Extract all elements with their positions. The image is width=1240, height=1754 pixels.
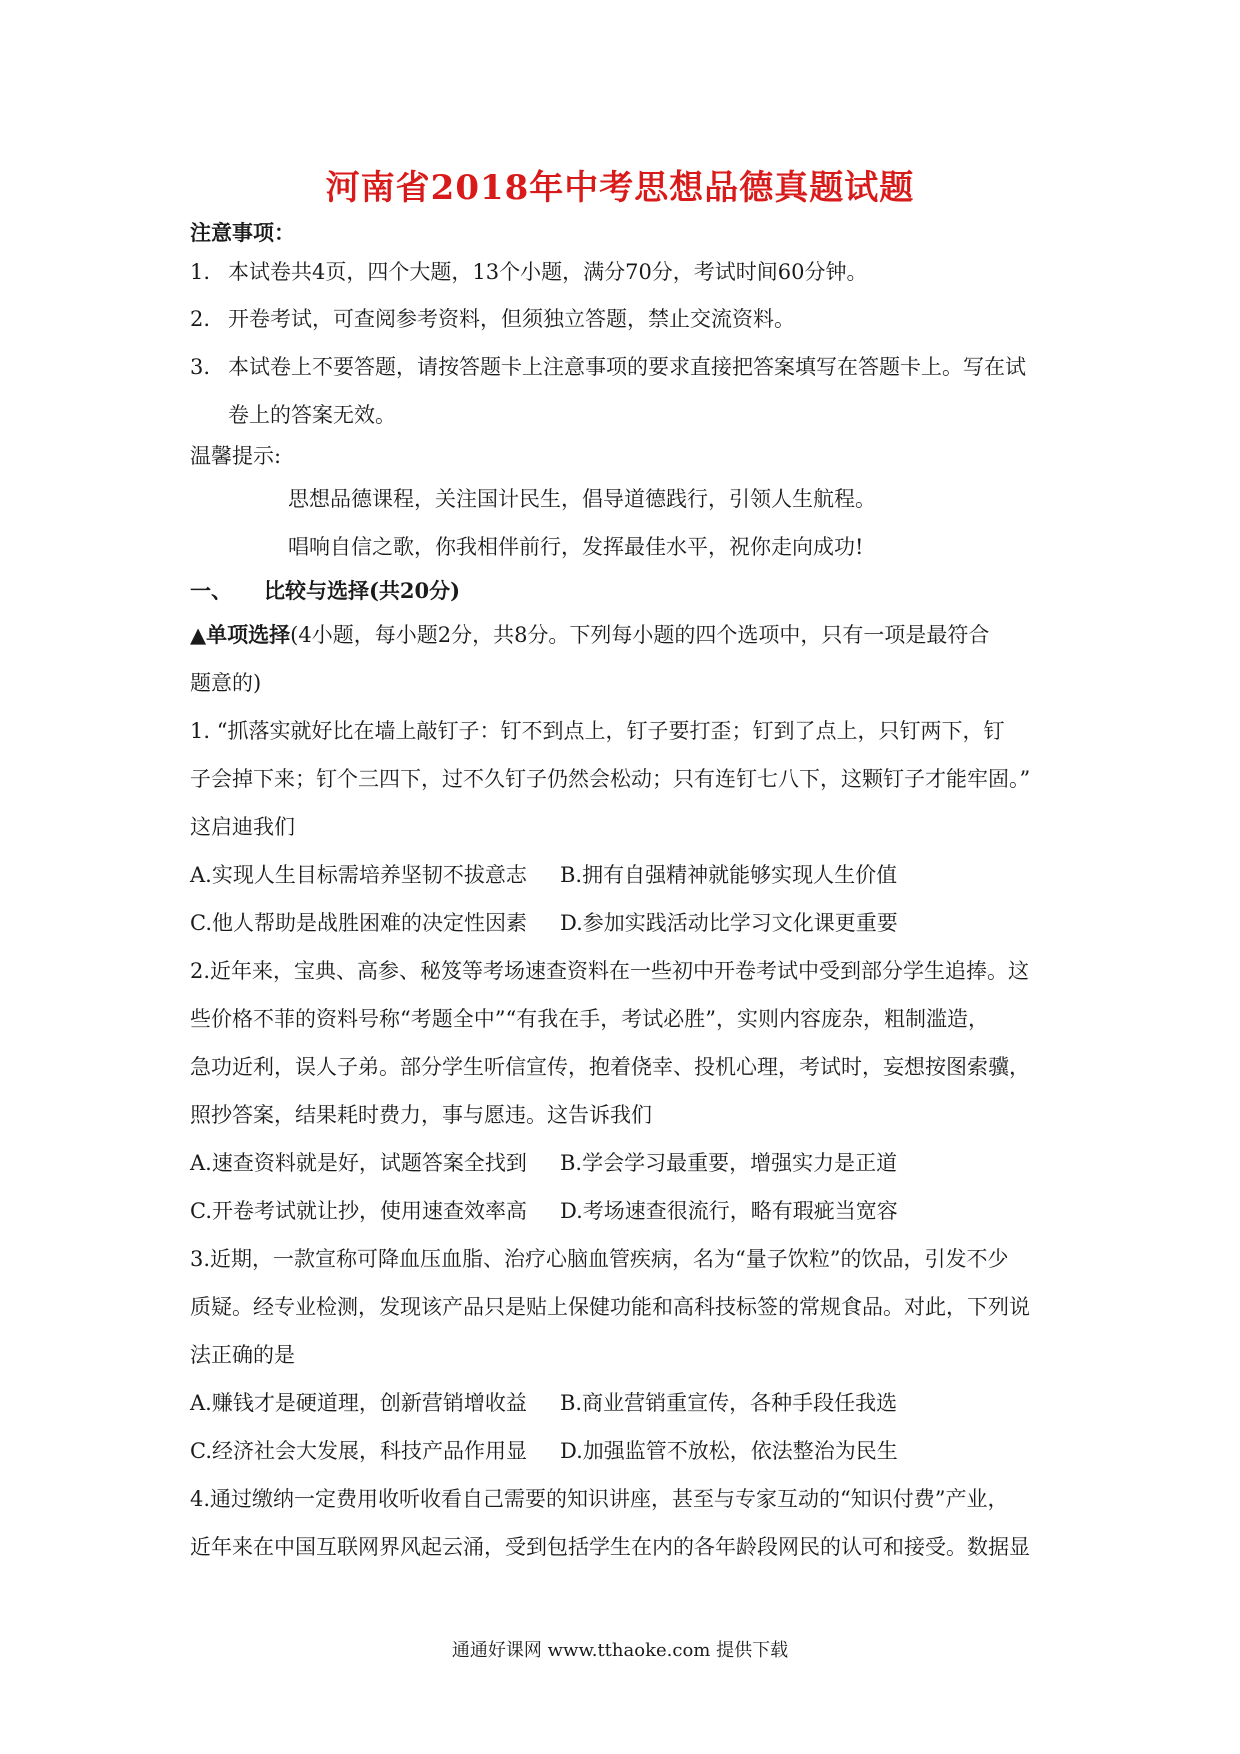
tips-line-2: 唱响自信之歌，你我相伴前行，发挥最佳水平，祝你走向成功! [288, 535, 864, 559]
section-number: 一、 [190, 578, 232, 603]
notice-item-2 [190, 304, 795, 334]
question-1-options-row-1 [190, 860, 897, 890]
question-3-line-1: 3.近期，一款宣称可降血压血脂、治疗心脑血管疾病，名为“量子饮粒”的饮品，引发不少 [190, 1247, 1009, 1271]
question-3-options-row-2 [190, 1436, 898, 1466]
notice-item-text: 本试卷上不要答题，请按答题卡上注意事项的要求直接把答案填写在答题卡上。写在试 [228, 355, 1026, 379]
question-4-line-1: 4.通过缴纳一定费用收听收看自己需要的知识讲座，甚至与专家互动的“知识付费”产业， [190, 1487, 1009, 1511]
question-2-line-1: 2.近年来，宝典、高参、秘笈等考场速查资料在一些初中开卷考试中受到部分学生追捧。这 [190, 959, 1030, 983]
option-c: C.他人帮助是战胜困难的决定性因素 [190, 911, 527, 935]
option-b: B.学会学习最重要，增强实力是正道 [560, 1151, 898, 1175]
question-1-line-2: 子会掉下来；钉个三四下，过不久钉子仍然会松动；只有连钉七八下，这颗钉子才能牢固。” [190, 767, 1031, 791]
question-3-line-3: 法正确的是 [190, 1343, 295, 1367]
option-b: B.拥有自强精神就能够实现人生价值 [560, 863, 898, 887]
option-d: D.考场速查很流行，略有瑕疵当宽容 [560, 1199, 898, 1223]
notice-item-text: 开卷考试，可查阅参考资料，但须独立答题，禁止交流资料。 [228, 307, 795, 331]
notice-item-3 [190, 352, 1026, 382]
notice-item-number: 1. [190, 260, 211, 284]
question-2-options-row-2 [190, 1196, 898, 1226]
question-2-options-row-1 [190, 1148, 897, 1178]
option-c: C.开卷考试就让抄，使用速查效率高 [190, 1199, 527, 1223]
question-2-line-4: 照抄答案，结果耗时费力，事与愿违。这告诉我们 [190, 1103, 652, 1127]
single-choice-label: ▲单项选择 [190, 622, 291, 647]
option-a: A.赚钱才是硬道理，创新营销增收益 [190, 1391, 527, 1415]
question-2-line-2: 些价格不菲的资料号称“考题全中”“有我在手，考试必胜”，实则内容庞杂，粗制滥造， [190, 1007, 989, 1031]
notice-item-number: 3. [190, 355, 211, 379]
question-1-options-row-2 [190, 908, 898, 938]
question-3-options-row-1 [190, 1388, 897, 1418]
page-footer: 通通好课网 www.tthaoke.com 提供下载 [451, 1640, 789, 1661]
option-a: A.实现人生目标需培养坚韧不拔意志 [190, 863, 527, 887]
tips-heading: 温馨提示: [190, 444, 282, 468]
page-title: 河南省2018年中考思想品德真题试题 [325, 168, 915, 208]
notice-item-3-continuation: 卷上的答案无效。 [228, 403, 396, 427]
option-c: C.经济社会大发展，科技产品作用显 [190, 1439, 527, 1463]
question-1-line-1: 1. “抓落实就好比在墙上敲钉子：钉不到点上，钉子要打歪；钉到了点上，只钉两下，钉 [190, 719, 1005, 743]
option-d: D.加强监管不放松，依法整治为民生 [560, 1439, 898, 1463]
option-b: B.商业营销重宣传，各种手段任我选 [560, 1391, 898, 1415]
notice-item-1 [190, 257, 868, 287]
option-d: D.参加实践活动比学习文化课更重要 [560, 911, 898, 935]
tips-line-1: 思想品德课程，关注国计民生，倡导道德践行，引领人生航程。 [288, 487, 876, 511]
section-title: 比较与选择(共20分) [264, 578, 461, 603]
notice-item-number: 2. [190, 307, 211, 331]
notice-item-text: 本试卷共4页，四个大题，13个小题，满分70分，考试时间60分钟。 [228, 260, 868, 284]
question-3-line-2: 质疑。经专业检测，发现该产品只是贴上保健功能和高科技标签的常规食品。对此，下列说 [190, 1295, 1030, 1319]
single-choice-desc: (4小题，每小题2分，共8分。下列每小题的四个选项中，只有一项是最符合 [290, 623, 990, 647]
question-4-line-2: 近年来在中国互联网界风起云涌，受到包括学生在内的各年龄段网民的认可和接受。数据显 [190, 1535, 1030, 1559]
section-instructions [190, 620, 989, 650]
single-choice-desc-cont: 题意的) [190, 671, 262, 695]
notice-heading: 注意事项： [190, 220, 295, 245]
question-1-line-3: 这启迪我们 [190, 815, 295, 839]
question-2-line-3: 急功近利，误人子弟。部分学生听信宣传，抱着侥幸、投机心理，考试时，妄想按图索骥， [190, 1055, 1030, 1079]
section-heading [190, 576, 460, 606]
option-a: A.速查资料就是好，试题答案全找到 [190, 1151, 527, 1175]
